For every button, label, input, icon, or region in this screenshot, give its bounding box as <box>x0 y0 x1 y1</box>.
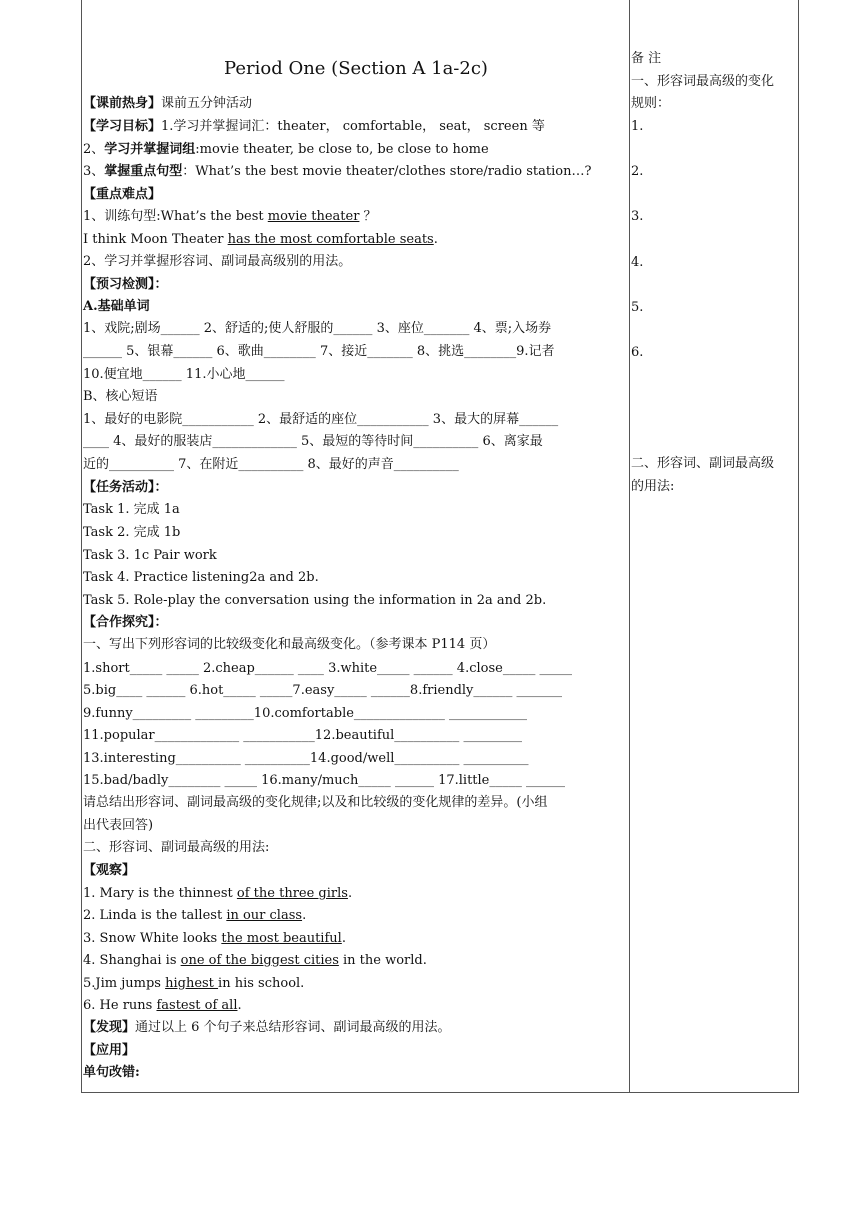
text-span: 2. Linda is the tallest <box>83 908 227 923</box>
text-span: . <box>237 998 242 1013</box>
text-line <box>83 253 351 270</box>
text-line <box>83 231 438 248</box>
text-line <box>83 614 168 631</box>
text-line <box>83 952 427 969</box>
text-line <box>83 1064 140 1081</box>
text-line <box>83 95 252 112</box>
text-span: 1.short_____ _____ 2.cheap______ ____ 3.white_____ ______ 4.close_____ _____ <box>83 661 572 676</box>
text-span: Task 5. Role-play the conversation using the information in 2a and 2b. <box>83 593 547 608</box>
text-line <box>83 547 217 564</box>
text-line <box>83 636 495 653</box>
note-line: 1. <box>631 119 644 134</box>
text-span: 9.funny_________ _________10.comfortable______________ ____________ <box>83 706 528 721</box>
text-line <box>83 750 529 767</box>
text-line <box>83 839 269 856</box>
text-span: ？ <box>359 209 377 224</box>
text-span: 1、戏院;剧场______ 2、舒适的;使人舒服的______ 3、座位_______ 4、票;入场券 <box>83 321 552 336</box>
text-span: 6. He runs <box>83 998 157 1013</box>
note-line: 二、形容词、副词最高级 <box>631 456 775 471</box>
text-span: 二、形容词、副词最高级的用法: <box>83 840 270 855</box>
text-span: in his school. <box>218 976 305 991</box>
text-span: 3. Snow White looks <box>83 931 222 946</box>
text-line <box>83 501 180 518</box>
bold-label: 【应用】 <box>83 1043 136 1058</box>
text-line <box>83 1019 451 1036</box>
text-span: 10.便宜地______ 11.小心地______ <box>83 367 285 382</box>
text-span: . <box>347 886 353 901</box>
bold-label: 【任务活动】： <box>83 480 168 495</box>
text-line <box>83 1042 135 1059</box>
text-span: ：What’s the best movie theater/clothes store/radio station…? <box>182 164 592 179</box>
bold-label: 【发现】 <box>83 1020 136 1035</box>
note-line: 一、形容词最高级的变化 <box>631 74 775 89</box>
text-line <box>83 862 135 879</box>
text-line <box>83 569 319 586</box>
text-span: 2、 <box>83 142 105 157</box>
text-span: ______ 5、银幕______ 6、歌曲________ 7、接近_______ 8、挑选________9.记者 <box>83 344 555 359</box>
text-span: . <box>433 232 438 247</box>
underlined-text: fastest of all <box>156 998 238 1013</box>
text-span: 出代表回答) <box>83 818 154 833</box>
text-line <box>83 794 547 811</box>
underlined-text: in our class <box>226 908 303 923</box>
text-span: . <box>341 931 346 946</box>
bold-label: 单句改错: <box>83 1065 140 1080</box>
text-span: 5.Jim jumps <box>83 976 166 991</box>
text-line <box>83 141 489 158</box>
bold-label: 【重点难点】 <box>83 187 162 202</box>
text-span: :movie theater, be close to, be close to home <box>195 142 489 157</box>
text-line <box>83 411 558 428</box>
bold-label: 【课前热身】 <box>83 96 162 111</box>
page-title: Period One (Section A 1a-2c) <box>224 58 488 79</box>
text-line <box>83 772 565 789</box>
note-line: 4. <box>631 255 644 270</box>
note-line: 2. <box>631 164 644 179</box>
bold-label: A.基础单词 <box>83 299 150 314</box>
text-span: 5.big____ ______ 6.hot_____ _____7.easy_____ ______8.friendly______ _______ <box>83 683 563 698</box>
note-line: 的用法: <box>631 479 675 494</box>
text-span: 通过以上 6 个句子来总结形容词、副词最高级的用法。 <box>135 1020 451 1035</box>
text-span: 11.popular_____________ ___________12.beautiful__________ _________ <box>83 728 522 743</box>
text-line <box>83 208 377 225</box>
note-line: 备 注 <box>631 51 662 66</box>
bold-label: 【合作探究】： <box>83 615 168 630</box>
text-span: 4. Shanghai is <box>83 953 181 968</box>
text-line <box>83 276 168 293</box>
text-span: 课前五分钟活动 <box>161 96 253 111</box>
underlined-text: the most beautiful <box>221 931 342 946</box>
text-line <box>83 433 543 450</box>
text-span: B、核心短语 <box>83 389 158 404</box>
text-span: Task 3. 1c Pair work <box>83 548 217 563</box>
text-span: 请总结出形容词、副词最高级的变化规律;以及和比较级的变化规律的差异。(小组 <box>83 795 548 810</box>
note-line: 5. <box>631 300 644 315</box>
text-line <box>83 320 551 337</box>
text-line <box>83 343 555 360</box>
text-line <box>83 682 562 699</box>
bold-label: 学习并掌握词组 <box>104 142 196 157</box>
text-line <box>83 118 545 135</box>
text-line <box>83 997 242 1014</box>
text-line <box>83 479 168 496</box>
text-span: Task 2. 完成 1b <box>83 525 181 540</box>
note-line: 3. <box>631 209 644 224</box>
underlined-text: highest <box>165 976 219 991</box>
text-line <box>83 705 527 722</box>
text-span: 3、 <box>83 164 105 179</box>
text-span: 15.bad/badly________ _____ 16.many/much_____ ______ 17.little_____ ______ <box>83 773 565 788</box>
text-line <box>83 186 161 203</box>
text-line <box>83 975 304 992</box>
text-span: I think Moon Theater <box>83 232 228 247</box>
bold-label: 【学习目标】 <box>83 119 162 134</box>
text-line <box>83 366 284 383</box>
text-span: 1、训练句型:What’s the best <box>83 209 268 224</box>
bold-label: 【预习检测】： <box>83 277 168 292</box>
text-line <box>83 456 459 473</box>
text-line <box>83 592 546 609</box>
text-span: Task 4. Practice listening2a and 2b. <box>83 570 319 585</box>
text-span: 1.学习并掌握词汇：theater， comfortable， seat， screen 等 <box>161 119 545 134</box>
note-line: 6. <box>631 345 644 360</box>
text-line <box>83 727 522 744</box>
text-line <box>83 885 352 902</box>
text-line <box>83 907 306 924</box>
text-line <box>83 660 572 677</box>
note-line: 规则： <box>631 96 671 111</box>
underlined-text: one of the biggest cities <box>180 953 339 968</box>
column-divider <box>629 0 630 1093</box>
text-line <box>83 524 180 541</box>
text-span: . <box>302 908 307 923</box>
text-span: 1. Mary is the thinnest <box>83 886 237 901</box>
text-span: 一、写出下列形容词的比较级变化和最高级变化。（参考课本 P114 页） <box>83 637 496 652</box>
text-line <box>83 930 346 947</box>
text-span: 1、最好的电影院___________ 2、最舒适的座位___________ 3、最大的屏幕______ <box>83 412 559 427</box>
text-line <box>83 298 150 315</box>
text-line <box>83 817 153 834</box>
text-line <box>83 388 158 405</box>
text-span: 2、学习并掌握形容词、副词最高级别的用法。 <box>83 254 352 269</box>
underlined-text: has the most comfortable seats <box>227 232 434 247</box>
underlined-text: movie theater <box>267 209 360 224</box>
text-span: 近的__________ 7、在附近__________ 8、最好的声音__________ <box>83 457 459 472</box>
text-span: 13.interesting__________ __________14.good/well__________ __________ <box>83 751 529 766</box>
text-span: ____ 4、最好的服装店_____________ 5、最短的等待时间__________ 6、离家最 <box>83 434 543 449</box>
text-line <box>83 163 591 180</box>
bold-label: 【观察】 <box>83 863 136 878</box>
bold-label: 掌握重点句型 <box>104 164 183 179</box>
text-span: Task 1. 完成 1a <box>83 502 180 517</box>
text-span: in the world. <box>338 953 427 968</box>
underlined-text: of the three girls <box>236 886 348 901</box>
